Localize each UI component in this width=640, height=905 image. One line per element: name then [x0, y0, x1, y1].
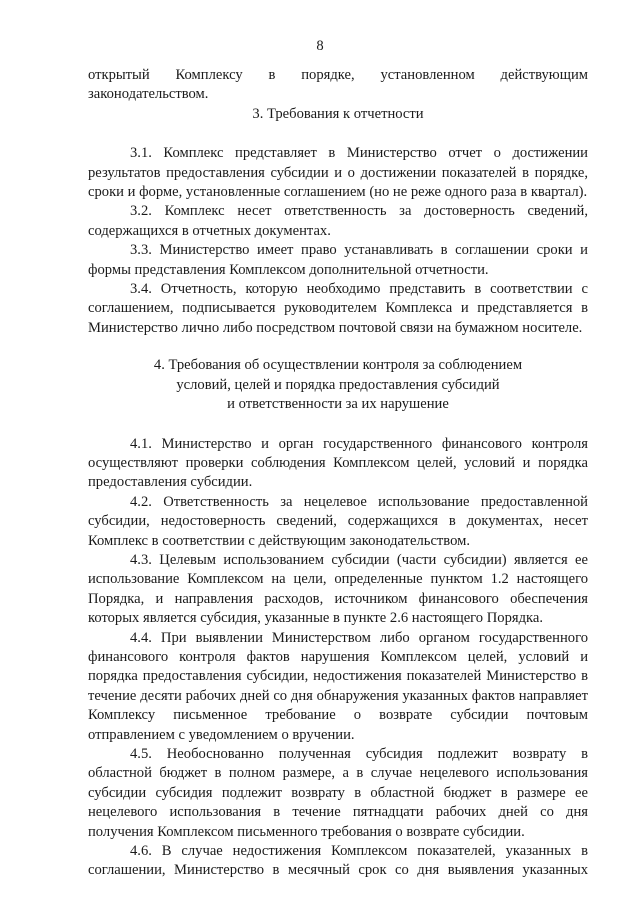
section-3-heading: 3. Требования к отчетности — [252, 105, 424, 122]
intro-line-1: открытый Комплексу в порядке, установленном действующим — [88, 67, 588, 83]
section-4-heading-line-3: и ответственности за их нарушение — [227, 396, 449, 413]
paragraph-3-3: 3.3. Министерство имеет право устанавливать в соглашении сроки и формы представления Комплексом дополнительной отчетности. — [88, 242, 588, 278]
section-4-heading-line-1: 4. Требования об осуществлении контроля за соблюдением — [153, 357, 523, 374]
paragraph-4-4: 4.4. При выявлении Министерством либо органом государственного финансового контроля фактов нарушения Комплексом целей, условий и порядка предоставления субсидии, недостижения показателей Министерство в течение десяти рабочих дней со дня обнаружения указанных фактов направляет Комплексу письменное требование о возврате субсидии почтовым отправлением с уведомлением о вручении. — [88, 629, 588, 743]
page-content — [88, 66, 588, 881]
paragraph-3-4: 3.4. Отчетность, которую необходимо представить в соответствии с соглашением, подписывается руководителем Комплекса и представляется в Министерство лично либо посредством почтовой связи на бумажном носителе. — [88, 281, 588, 336]
page-number: 8 — [316, 38, 324, 54]
section-4-heading-line-2: условий, целей и порядка предоставления субсидий — [176, 376, 500, 393]
paragraph-3-1: 3.1. Комплекс представляет в Министерство отчет о достижении результатов предоставления субсидии и о достижении показателей в порядке, сроки и форме, установленные соглашением (но не реже одного раза в квартал). — [88, 145, 588, 201]
section-4-heading — [88, 356, 588, 414]
paragraph-4-6: 4.6. В случае недостижения Комплексом показателей, указанных в соглашении, Министерство в месячный срок со дня выявления указанных — [88, 843, 588, 879]
paragraph-4-1: 4.1. Министерство и орган государственного финансового контроля осуществляют проверки соблюдения Комплексом целей, условий и порядка предоставления субсидии. — [88, 435, 588, 491]
paragraph-4-5: 4.5. Необоснованно полученная субсидия подлежит возврату в областной бюджет в полном размере, а в случае нецелевого использования субсидии субсидия подлежит возврату в областной бюджет в размере ее нецелевого использования в течение пятнадцати рабочих дней со дня получения Комплексом письменного требования о возврате субсидии. — [88, 746, 588, 840]
paragraph-3-2: 3.2. Комплекс несет ответственность за достоверность сведений, содержащихся в отчетных документах. — [88, 203, 588, 239]
paragraph-4-3: 4.3. Целевым использованием субсидии (части субсидии) является ее использование Комплексом на цели, определенные пунктом 1.2 настоящего Порядка, и направления расходов, источником финансового обеспечения которых является субсидия, указанные в пункте 2.6 настоящего Порядка. — [88, 551, 588, 627]
paragraph-4-2: 4.2. Ответственность за нецелевое использование предоставленной субсидии, недостоверность сведений, содержащихся в документах, несет Комплекс в соответствии с действующим законодательством. — [88, 493, 588, 549]
intro-line-2: законодательством. — [88, 86, 209, 103]
